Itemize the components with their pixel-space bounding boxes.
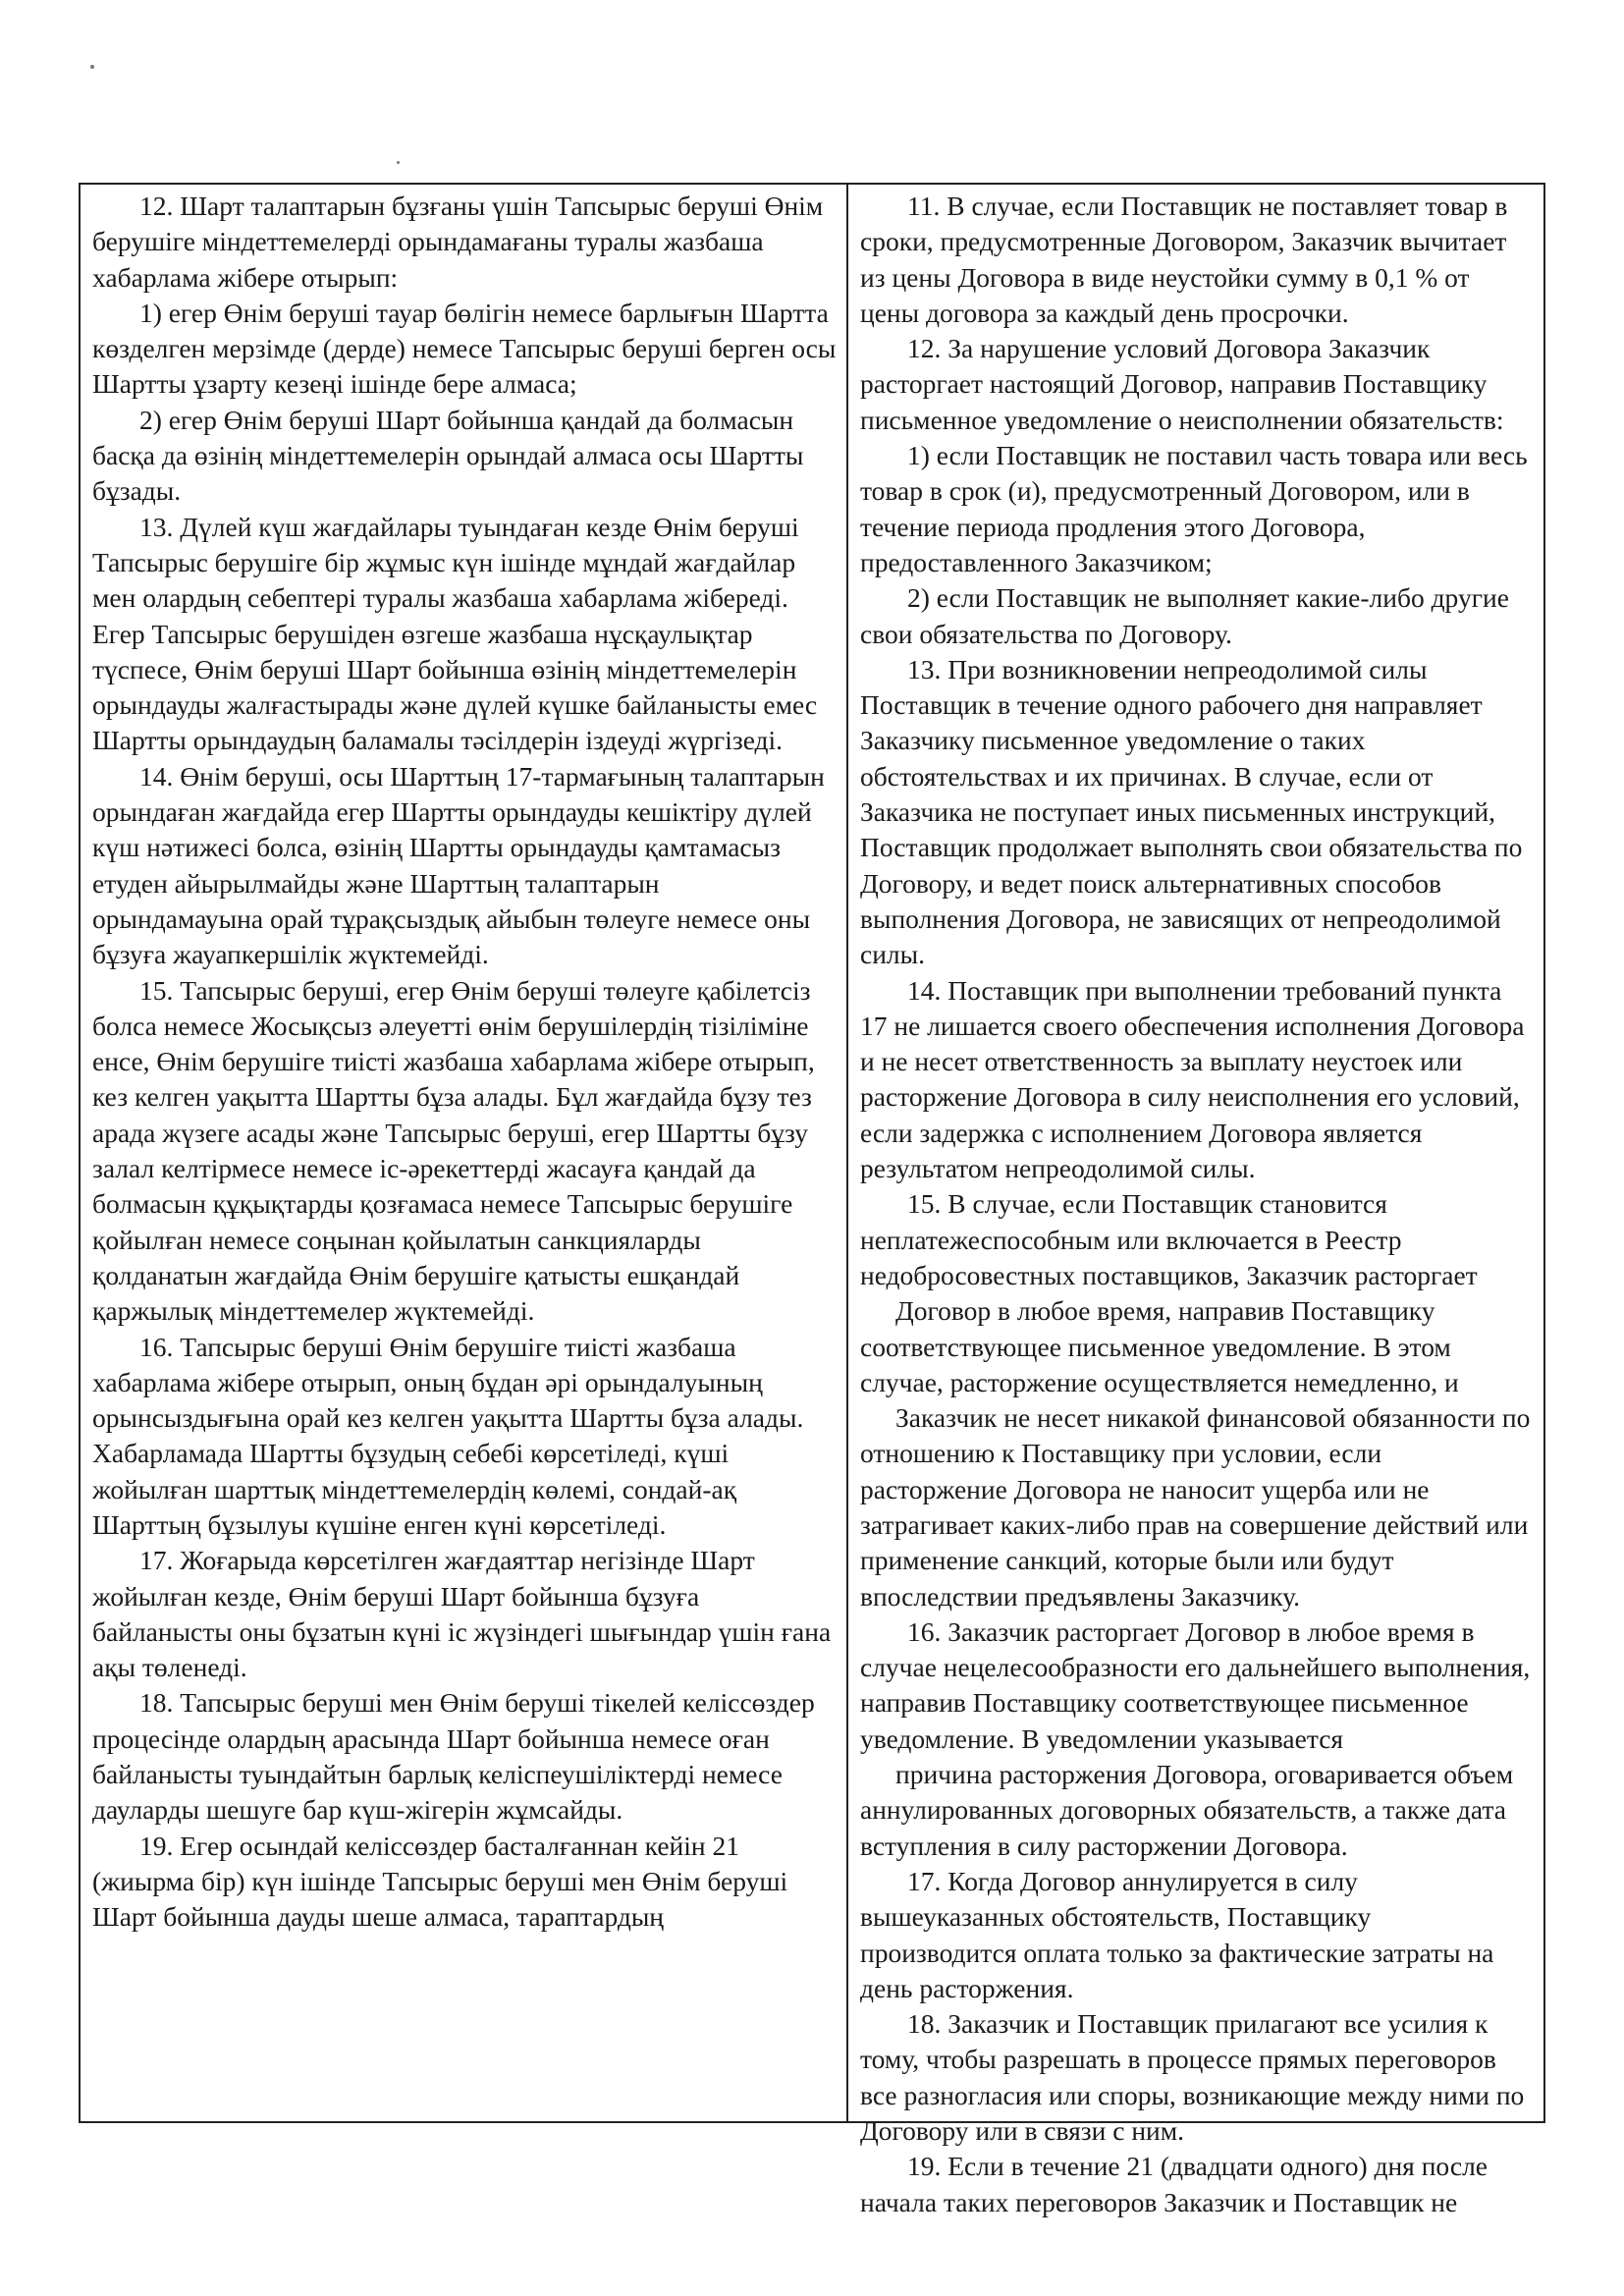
kz-paragraph-15: 15. Тапсырыс беруші, егер Өнім беруші төлеуге қабілетсіз болса немесе Жосықсыз әлеуетті өнім берушілердің тізіліміне енсе, Өнім берушіге тиісті жазбаша хабарлама жібере отырып, кез келген уақытта Шартты бұза алады. Бұл жағдайда бұзу тез арада жүзеге асады және Тапсырыс беруші, егер Шартты бұзу залал келтірмесе немесе іс-әрекеттерді жасауға қандай да болмасын құқықтарды қозғамаса немесе Тапсырыс берушіге қойылған немесе соңынан қойылатын санкцияларды қолданатын жағдайда Өнім берушіге қатысты ешқандай қаржылық міндеттемелер жүктемейді. <box>92 974 815 1327</box>
ru-paragraph-18: 18. Заказчик и Поставщик прилагают все усилия к тому, чтобы разрешать в процессе прямых переговоров все разногласия или споры, возникающие между ними по Договору или в связи с ним. <box>860 2008 1525 2147</box>
ru-paragraph-12-item-1: 1) если Поставщик не поставил часть товара или весь товар в срок (и), предусмотренный Договором, или в течение периода продления этого Договора, предоставленного Заказчиком; <box>860 440 1528 577</box>
ru-paragraph-17: 17. Когда Договор аннулируется в силу вышеуказанных обстоятельств, Поставщику производится оплата только за фактические затраты на день расторжения. <box>860 1865 1494 2003</box>
kz-paragraph-12-item-2: 2) егер Өнім беруші Шарт бойынша қандай да болмасын басқа да өзінің міндеттемелерін орындай алмаса осы Шартты бұзады. <box>92 404 804 507</box>
ru-paragraph-16: 16. Заказчик расторгает Договор в любое время в случае нецелесообразности его дальнейшего выполнения, направив Поставщику соответствующее письменное уведомление. В уведомлении указывается <box>860 1615 1531 1754</box>
kz-paragraph-13: 13. Дүлей күш жағдайлары туындаған кезде Өнім беруші Тапсырыс берушіге бір жұмыс күн ішінде мұндай жағдайлар мен олардың себептері туралы жазбаша хабарлама жібереді. Егер Тапсырыс берушіден өзгеше жазбаша нұсқаулықтар түспесе, Өнім беруші Шарт бойынша өзінің міндеттемелерін орындауды жалғастырады және дүлей күшке байланысты емес Шартты орындаудың баламалы тәсілдерін іздеуді жүргізеді. <box>92 511 818 756</box>
kz-paragraph-18: 18. Тапсырыс беруші мен Өнім беруші тікелей келіссөздер процесінде олардың арасында Шарт бойынша немесе оған байланысты туындайтын барлық келіспеушіліктерді немесе дауларды шешуге бар күш-жігерін жұмсайды. <box>92 1687 815 1826</box>
kazakh-column <box>81 185 848 2121</box>
bilingual-contract-table <box>79 183 1545 2217</box>
ru-paragraph-13: 13. При возникновении непреодолимой силы Поставщик в течение одного рабочего дня направляет Заказчику письменное уведомление о таких обстоятельствах и их причинах. В случае, если от Заказчика не поступает иных письменных инструкций, Поставщик продолжает выполнять свои обязательства по Договору, и ведет поиск альтернативных способов выполнения Договора, не зависящих от непреодолимой силы. <box>860 653 1523 970</box>
ru-paragraph-15-continued: Договор в любое время, направив Поставщику соответствующее письменное уведомление. В этом случае, расторжение осуществляется немедленно, и <box>860 1295 1459 1397</box>
ru-paragraph-15: 15. В случае, если Поставщик становится неплатежеспособным или включается в Реестр недобросовестных поставщиков, Заказчик расторгает <box>860 1188 1478 1290</box>
scan-speck <box>90 65 94 69</box>
kz-paragraph-16: 16. Тапсырыс беруші Өнім берушіге тиісті жазбаша хабарлама жібере отырып, оның бұдан әрі орындалуының орынсыздығына орай кез келген уақытта Шартты бұза алады. Хабарламада Шартты бұзудың себебі көрсетіледі, күші жойылған шарттық міндеттемелердің көлемі, сондай-ақ Шарттың бұзылуы күшіне енген күні көрсетіледі. <box>92 1331 804 1540</box>
russian-column <box>848 185 1543 2217</box>
kz-paragraph-12: 12. Шарт талаптарын бұзғаны үшін Тапсырыс беруші Өнім берушіге міндеттемелерді орындамағаны туралы жазбаша хабарлама жібере отырып: <box>92 191 824 293</box>
kz-paragraph-12-item-1: 1) егер Өнім беруші тауар бөлігін немесе барлығын Шартта көзделген мерзімде (дерде) немесе Тапсырыс беруші берген осы Шартты ұзарту кезеңі ішінде бере алмаса; <box>92 297 837 400</box>
kz-paragraph-17: 17. Жоғарыда көрсетілген жағдаяттар негізінде Шарт жойылған кезде, Өнім беруші Шарт бойынша бұзуға байланысты оны бұзатын күні іс жүзіндегі шығындар үшін ғана ақы төленеді. <box>92 1545 832 1683</box>
kz-paragraph-14: 14. Өнім беруші, осы Шарттың 17-тармағының талаптарын орындаған жағдайда егер Шартты орындауды кешіктіру дүлей күш нәтижесі болса, өзінің Шартты орындауды қамтамасыз етуден айырылмайды және Шарттың талаптарын орындамауына орай тұрақсыздық айыбын төлеуге немесе оны бұзуға жауапкершілік жүктемейді. <box>92 760 825 970</box>
kz-paragraph-19: 19. Егер осындай келіссөздер басталғаннан кейін 21 (жиырма бір) күн ішінде Тапсырыс беруші мен Өнім беруші Шарт бойынша дауды шеше алмаса, тараптардың <box>92 1830 788 1933</box>
ru-paragraph-15-continued-2: Заказчик не несет никакой финансовой обязанности по отношению к Поставщику при условии, если расторжение Договора не наносит ущерба или не затрагивает каких-либо прав на совершение действий или применение санкций, которые были или будут впоследствии предъявлены Заказчику. <box>860 1402 1531 1612</box>
ru-paragraph-12-item-2: 2) если Поставщик не выполняет какие-либо другие свои обязательства по Договору. <box>860 582 1509 649</box>
ru-paragraph-19: 19. Если в течение 21 (двадцати одного) дня после начала таких переговоров Заказчик и Поставщик не <box>860 2151 1488 2217</box>
scan-speck <box>397 161 400 164</box>
ru-paragraph-11: 11. В случае, если Поставщик не поставляет товар в сроки, предусмотренные Договором, Заказчик вычитает из цены Договора в виде неустойки сумму в 0,1 % от цены договора за каждый день просрочки. <box>860 191 1508 328</box>
ru-paragraph-12: 12. За нарушение условий Договора Заказчик расторгает настоящий Договор, направив Поставщику письменное уведомление о неисполнении обязательств: <box>860 333 1504 435</box>
ru-paragraph-16-continued: причина расторжения Договора, оговаривается объем аннулированных договорных обязательств, а также дата вступления в силу расторжении Договора. <box>860 1759 1514 1861</box>
ru-paragraph-14: 14. Поставщик при выполнении требований пункта 17 не лишается своего обеспечения исполнения Договора и не несет ответственность за выплату неустоек или расторжение Договора в силу неисполнения его условий, если задержка с исполнением Договора является результатом непреодолимой силы. <box>860 974 1525 1184</box>
